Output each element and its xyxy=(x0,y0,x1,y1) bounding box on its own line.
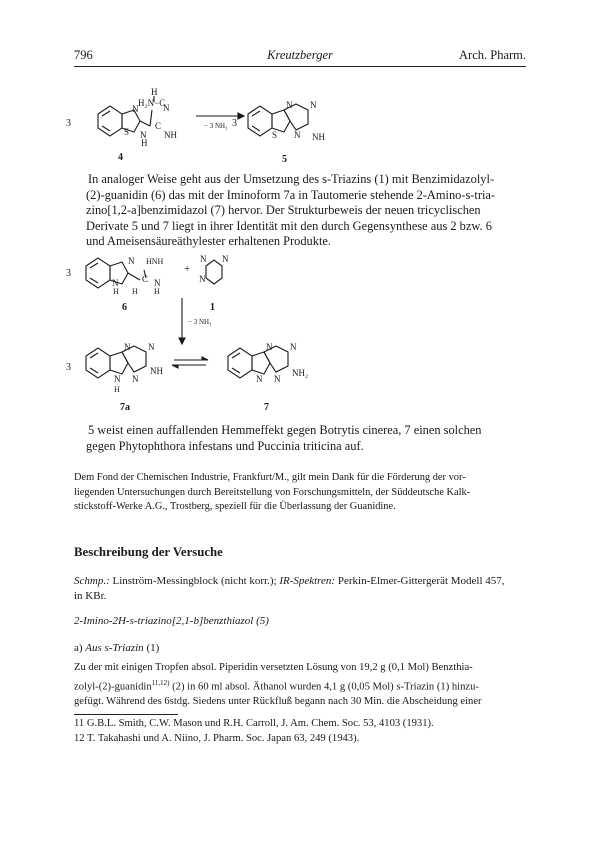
scheme2-multiplier: 3 xyxy=(66,268,71,279)
scheme2-atom: NH xyxy=(150,366,163,376)
ir-text: Perkin-Elmer-Gittergerät Modell 457, xyxy=(335,575,505,587)
ir-label: IR-Spektren: xyxy=(279,575,336,587)
footnote-rule xyxy=(74,714,178,715)
scheme1-atom: N xyxy=(163,103,170,113)
paragraph-1 xyxy=(86,172,526,250)
scheme2-atom: H xyxy=(113,287,119,296)
journal-name: Arch. Pharm. xyxy=(459,48,526,62)
scheme2-atom: N xyxy=(128,256,135,266)
paragraph-1-line: In analoger Weise geht aus der Umsetzung des s-Triazins (1) mit Benzimidazolyl- xyxy=(88,172,495,186)
scheme1-atom: H xyxy=(151,87,158,97)
scheme2-label-1: 1 xyxy=(210,302,215,313)
scheme2-plus: + xyxy=(184,263,191,275)
footnote-11: 11 G.B.L. Smith, C.W. Mason und R.H. Carroll, J. Am. Chem. Soc. 53, 4103 (1931). xyxy=(74,718,434,729)
scheme1-atom: H₂N−C xyxy=(138,98,166,108)
scheme2-atom: N xyxy=(200,254,207,264)
procedure-paragraph xyxy=(74,661,526,709)
scheme2-atom: N xyxy=(154,278,161,288)
paragraph-1-line: Derivate 5 und 7 liegt in ihrer Identität mit den durch Gegensynthese aus 2 bzw. 6 xyxy=(86,218,492,233)
scheme1-atom: NH xyxy=(312,132,325,142)
subsection-label: Aus s-Triazin xyxy=(85,642,144,654)
reaction-scheme-2 xyxy=(58,252,378,420)
methods-line xyxy=(74,574,526,589)
scheme2-atom: N xyxy=(266,342,273,352)
scheme2-atom: N xyxy=(256,374,263,384)
scheme2-multiplier: 3 xyxy=(66,362,71,373)
paragraph-2 xyxy=(86,423,526,454)
scheme1-atom: N xyxy=(140,130,147,140)
page-number: 796 xyxy=(74,48,93,62)
scheme2-atom: N xyxy=(199,274,206,284)
subsection-prefix: a) xyxy=(74,642,86,654)
procedure-footnote-ref: 11,12) xyxy=(151,678,170,687)
paragraph-1-line: zino[1,2-a]benzimidazol (7) hervor. Der Strukturbeweis der neuen tricyclischen xyxy=(86,203,481,218)
header-rule xyxy=(74,66,526,67)
scheme1-multiplier: 3 xyxy=(66,118,71,129)
paragraph-1-line: (2)-guanidin (6) das mit der Iminoform 7a in Tautomerie stehende 2-Amino-s-tria- xyxy=(86,187,496,202)
procedure-line xyxy=(74,676,526,695)
reaction-scheme-1 xyxy=(58,86,358,166)
scheme1-atom: H xyxy=(141,138,148,148)
subsection-heading xyxy=(74,642,159,654)
scheme1-atom: N xyxy=(294,130,301,140)
scheme2-atom: N xyxy=(114,374,121,384)
methods-paragraph xyxy=(74,574,526,603)
scheme1-label-5: 5 xyxy=(282,154,287,165)
scheme1-arrow-label: − 3 NH₃ xyxy=(204,122,228,130)
schmp-text: Linström-Messingblock (nicht korr.); xyxy=(109,575,280,587)
paragraph-2-line: 5 weist einen auffallenden Hemmeffekt gegen Botrytis cinerea, 7 einen solchen xyxy=(88,423,482,437)
procedure-text: zolyl-(2)-guanidin xyxy=(74,681,152,693)
section-heading: Beschreibung der Versuche xyxy=(74,545,223,559)
procedure-line: Zu der mit einigen Tropfen absol. Piperidin versetzten Lösung von 19,2 g (0,1 Mol) Benzthia- xyxy=(74,662,473,673)
paragraph-1-line: und Ameisensäureäthylester erhaltenen Produkte. xyxy=(86,234,331,249)
scheme1-label-4: 4 xyxy=(118,152,123,163)
scheme2-atom: N xyxy=(124,342,131,352)
scheme2-atom: N xyxy=(148,342,155,352)
scheme2-atom: H xyxy=(154,287,160,296)
methods-line: in KBr. xyxy=(74,589,107,602)
scheme1-atom: N xyxy=(310,100,317,110)
scheme2-atom: NH₂ xyxy=(292,368,309,378)
paragraph-2-line: gegen Phytophthora infestans und Puccinia triticina auf. xyxy=(86,438,364,453)
scheme1-atom: NH xyxy=(164,130,177,140)
scheme2-atom: H xyxy=(132,287,138,296)
subsection-ref: (1) xyxy=(143,642,160,654)
acknowledgement xyxy=(74,471,526,515)
scheme2-atom: N xyxy=(274,374,281,384)
scheme2-atom: N xyxy=(222,254,229,264)
scheme2-atom: H xyxy=(114,385,120,394)
acknowledgement-line: stickstoff-Werke A.G., Trostberg, speziell für die Überlassung der Guanidine. xyxy=(74,501,396,512)
acknowledgement-line: Dem Fond der Chemischen Industrie, Frankfurt/M., gilt mein Dank für die Förderung der vor- xyxy=(74,472,466,483)
footnote-12: 12 T. Takahashi und A. Niino, J. Pharm. Soc. Japan 63, 249 (1943). xyxy=(74,732,360,744)
scheme2-label-7a: 7a xyxy=(120,402,130,413)
scheme1-atom: N xyxy=(132,104,139,114)
procedure-text: (2) in 60 ml absol. Äthanol wurden 4,1 g (0,05 Mol) s-Triazin (1) hinzu- xyxy=(169,681,479,693)
scheme2-atom: N xyxy=(112,278,119,288)
scheme2-atom: HNH xyxy=(146,257,164,266)
procedure-line: gefügt. Während des 6stdg. Siedens unter Rückfluß begann nach 30 Min. die Abscheidung einer xyxy=(74,695,482,707)
scheme1-atom: S xyxy=(272,130,278,140)
scheme1-multiplier: 3 xyxy=(232,118,237,129)
scheme2-arrow-label: − 3 NH₃ xyxy=(188,318,212,326)
running-author: Kreutzberger xyxy=(267,48,333,62)
footnotes xyxy=(74,717,526,746)
schmp-label: Schmp.: xyxy=(74,575,110,587)
acknowledgement-line: liegenden Untersuchungen durch Bereitstellung von Forschungsmitteln, der Süddeutsche Kalk- xyxy=(74,486,471,498)
scheme2-label-6: 6 xyxy=(122,302,127,313)
scheme1-atom: C xyxy=(155,121,162,131)
scheme1-atom: S xyxy=(124,127,130,137)
scheme2-atom: C xyxy=(142,274,149,284)
scheme2-atom: N xyxy=(290,342,297,352)
scheme2-atom: N xyxy=(132,374,139,384)
scheme2-label-7: 7 xyxy=(264,402,269,413)
scheme1-atom: N xyxy=(286,100,293,110)
compound-title: 2-Imino-2H-s-triazino[2,1-b]benzthiazol (5) xyxy=(74,615,269,627)
